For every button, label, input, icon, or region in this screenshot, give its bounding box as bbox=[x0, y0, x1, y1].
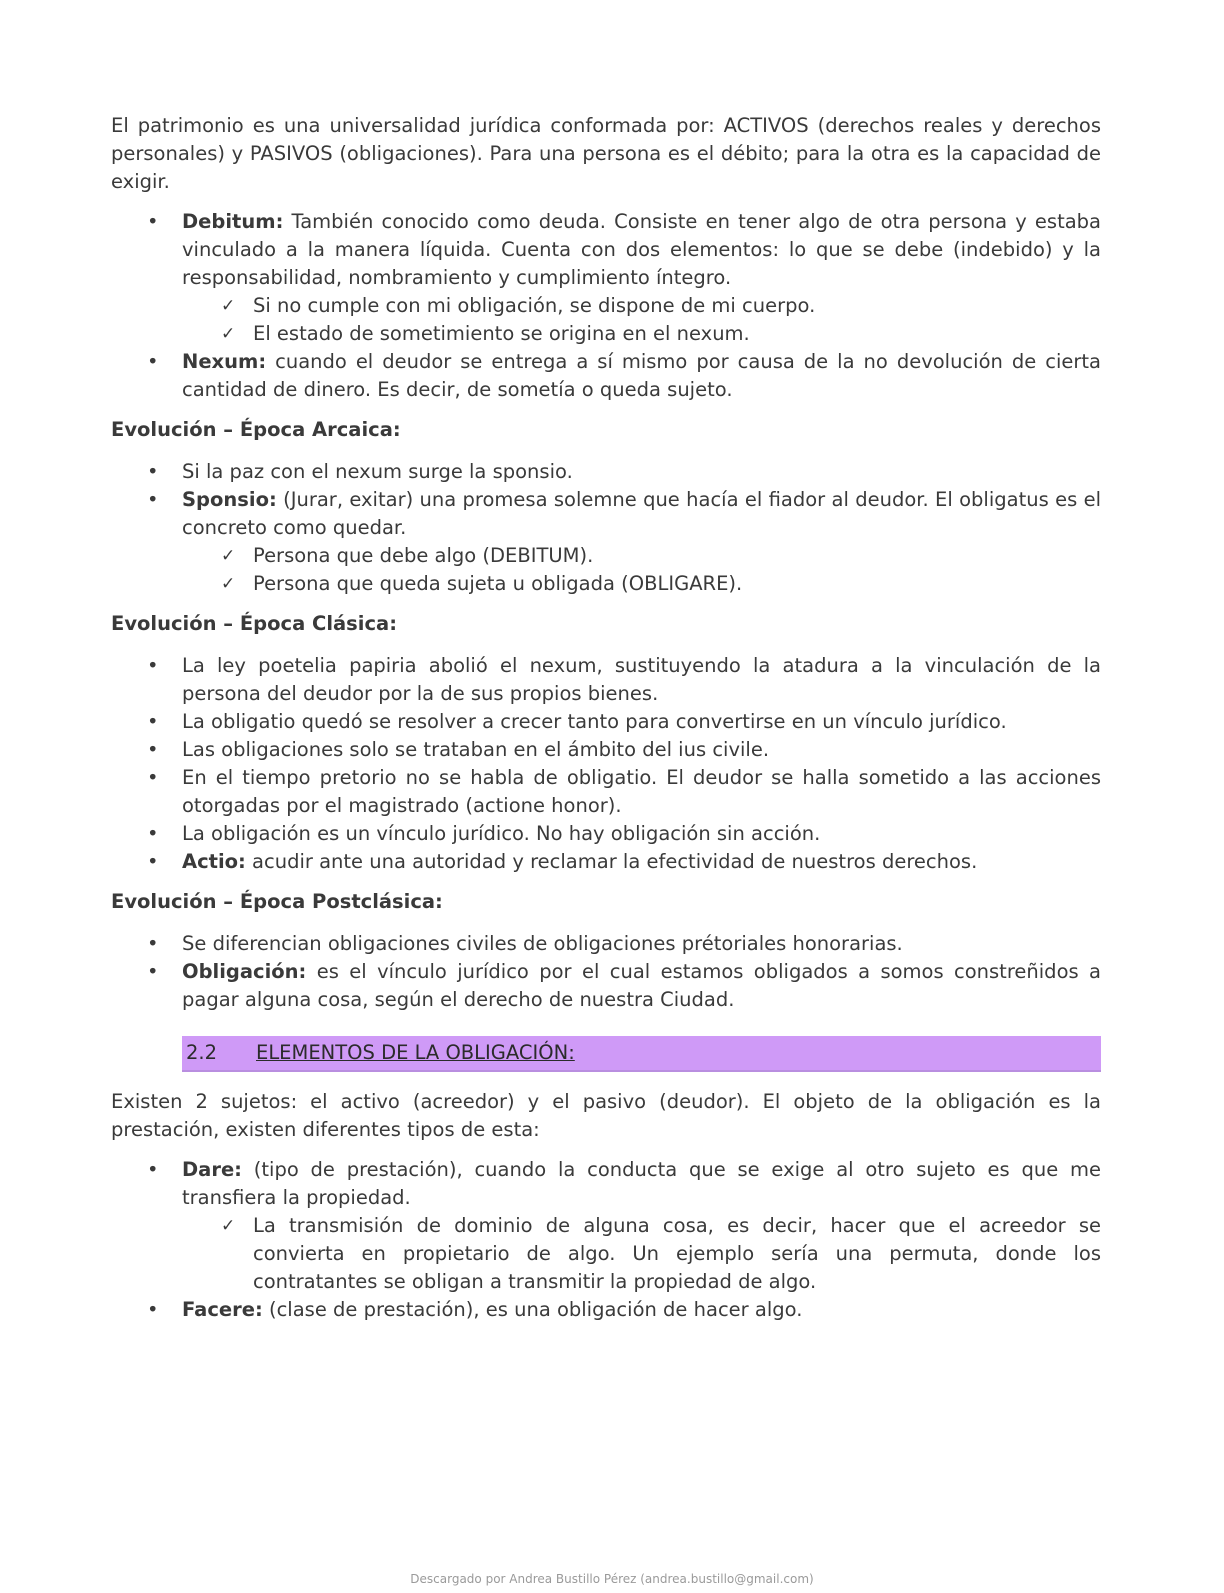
list-item bbox=[111, 208, 1101, 348]
list-item: • La obligación es un vínculo jurídico. No hay obligación sin acción. bbox=[111, 820, 1101, 848]
term-text: cuando el deudor se entrega a sí mismo por causa de la no devolución de cierta cantidad de dinero. Es decir, de sometía o queda sujeto. bbox=[182, 350, 1101, 401]
elementos-paragraph: Existen 2 sujetos: el activo (acreedor) y el pasivo (deudor). El objeto de la obligación es la prestación, existen diferentes tipos de esta: bbox=[111, 1090, 1101, 1141]
section-title: ELEMENTOS DE LA OBLIGACIÓN: bbox=[256, 1041, 575, 1064]
bullet-icon: • bbox=[147, 210, 159, 233]
document-body bbox=[111, 112, 1101, 1336]
list-item bbox=[111, 458, 1101, 486]
checkmark-icon: ✓ bbox=[221, 1216, 236, 1236]
checkmark-icon: ✓ bbox=[221, 574, 236, 594]
list-item: • Obligación: es el vínculo jurídico por el cual estamos obligados a somos constreñidos a pagar alguna cosa, según el derecho de nuestra Ciudad. bbox=[147, 960, 1101, 1011]
section-number: 2.2 bbox=[186, 1041, 218, 1064]
bullet-icon: • bbox=[147, 738, 159, 761]
sub-list bbox=[182, 542, 1101, 598]
term-label: Nexum: bbox=[182, 350, 267, 373]
bullet-icon: • bbox=[147, 1298, 159, 1321]
list-item bbox=[111, 486, 1101, 598]
intro-paragraph: El patrimonio es una universalidad jurídica conformada por: ACTIVOS (derechos reales y derechos personales) y PASIVOS (obligaciones). Para una persona es el débito; para la otra es la capacidad de exigir. bbox=[111, 114, 1101, 193]
bullet-icon: • bbox=[147, 1158, 159, 1181]
prestacion-list bbox=[111, 1156, 1101, 1324]
postclasica-list bbox=[111, 930, 1101, 1014]
heading-epoca-arcaica: Evolución – Época Arcaica: bbox=[111, 418, 401, 441]
term-label: Obligación: bbox=[182, 960, 307, 983]
sub-list-item: ✓ Persona que debe algo (DEBITUM). bbox=[111, 542, 1101, 570]
term-label: Actio: bbox=[182, 850, 246, 873]
checkmark-icon: ✓ bbox=[221, 296, 236, 316]
clasica-list bbox=[111, 652, 1101, 876]
bullet-icon: • bbox=[147, 932, 159, 955]
term-label: Debitum: bbox=[182, 210, 284, 233]
term-label: Facere: bbox=[182, 1298, 263, 1321]
checkmark-icon: ✓ bbox=[221, 546, 236, 566]
bullet-icon: • bbox=[147, 850, 159, 873]
term-text: También conocido como deuda. Consiste en tener algo de otra persona y estaba vinculado a la manera líquida. Cuenta con dos elementos: lo que se debe (indebido) y la responsabilidad, nombramiento y cumplimiento íntegro. bbox=[182, 210, 1101, 289]
list-item: • Actio: acudir ante una autoridad y reclamar la efectividad de nuestros derechos. bbox=[111, 848, 1101, 876]
list-item: • Dare: (tipo de prestación), cuando la conducta que se exige al otro sujeto es que me transfiera la propiedad. ✓ La transmisión de dominio de alguna cosa, es decir, hacer que el acreedor se convierta en propietario de algo. Un ejemplo sería una permuta, donde los contratantes se obligan a transmitir la propiedad de algo. bbox=[111, 1156, 1101, 1296]
bullet-icon: • bbox=[147, 460, 159, 483]
sub-list-item: ✓ La transmisión de dominio de alguna cosa, es decir, hacer que el acreedor se convierta en propietario de algo. Un ejemplo sería una permuta, donde los contratantes se obligan a transmitir la propiedad de algo. bbox=[221, 1214, 1101, 1293]
sub-list bbox=[182, 1212, 1101, 1296]
term-text: (Jurar, exitar) una promesa solemne que hacía el fiador al deudor. El obligatus es el concreto como quedar. bbox=[182, 488, 1101, 539]
list-item: • La ley poetelia papiria abolió el nexum, sustituyendo la atadura a la vinculación de la persona del deudor por la de sus propios bienes. bbox=[147, 654, 1101, 705]
list-item bbox=[111, 348, 1101, 404]
list-item: • Se diferencian obligaciones civiles de obligaciones prétoriales honorarias. bbox=[111, 930, 1101, 958]
list-item: • La obligatio quedó se resolver a crecer tanto para convertirse en un vínculo jurídico. bbox=[111, 708, 1101, 736]
page-footer: Descargado por Andrea Bustillo Pérez (andrea.bustillo@gmail.com) bbox=[410, 1572, 814, 1586]
sub-list bbox=[182, 292, 1101, 348]
term-label: Sponsio: bbox=[182, 488, 277, 511]
sub-list-item: ✓ El estado de sometimiento se origina en el nexum. bbox=[111, 320, 1101, 348]
item-text: Si la paz con el nexum surge la sponsio. bbox=[182, 460, 573, 483]
checkmark-icon: ✓ bbox=[221, 324, 236, 344]
sub-list-item: ✓ Si no cumple con mi obligación, se dispone de mi cuerpo. bbox=[111, 292, 1101, 320]
bullet-icon: • bbox=[147, 710, 159, 733]
list-item: • Facere: (clase de prestación), es una obligación de hacer algo. bbox=[111, 1296, 1101, 1324]
bullet-icon: • bbox=[147, 350, 159, 373]
section-heading-elementos bbox=[182, 1036, 1101, 1072]
bullet-icon: • bbox=[147, 654, 159, 677]
heading-epoca-clasica: Evolución – Época Clásica: bbox=[111, 612, 397, 635]
sub-list-item: ✓ Persona que queda sujeta u obligada (OBLIGARE). bbox=[111, 570, 1101, 598]
heading-epoca-postclasica: Evolución – Época Postclásica: bbox=[111, 890, 443, 913]
bullet-icon: • bbox=[147, 960, 159, 983]
list-item: • En el tiempo pretorio no se habla de obligatio. El deudor se halla sometido a las acciones otorgadas por el magistrado (actione honor). bbox=[147, 766, 1101, 817]
bullet-icon: • bbox=[147, 488, 159, 511]
debitum-nexum-list bbox=[111, 208, 1101, 404]
bullet-icon: • bbox=[147, 822, 159, 845]
bullet-icon: • bbox=[147, 766, 159, 789]
term-label: Dare: bbox=[182, 1158, 242, 1181]
list-item: • Las obligaciones solo se trataban en el ámbito del ius civile. bbox=[111, 736, 1101, 764]
arcaica-list bbox=[111, 458, 1101, 598]
